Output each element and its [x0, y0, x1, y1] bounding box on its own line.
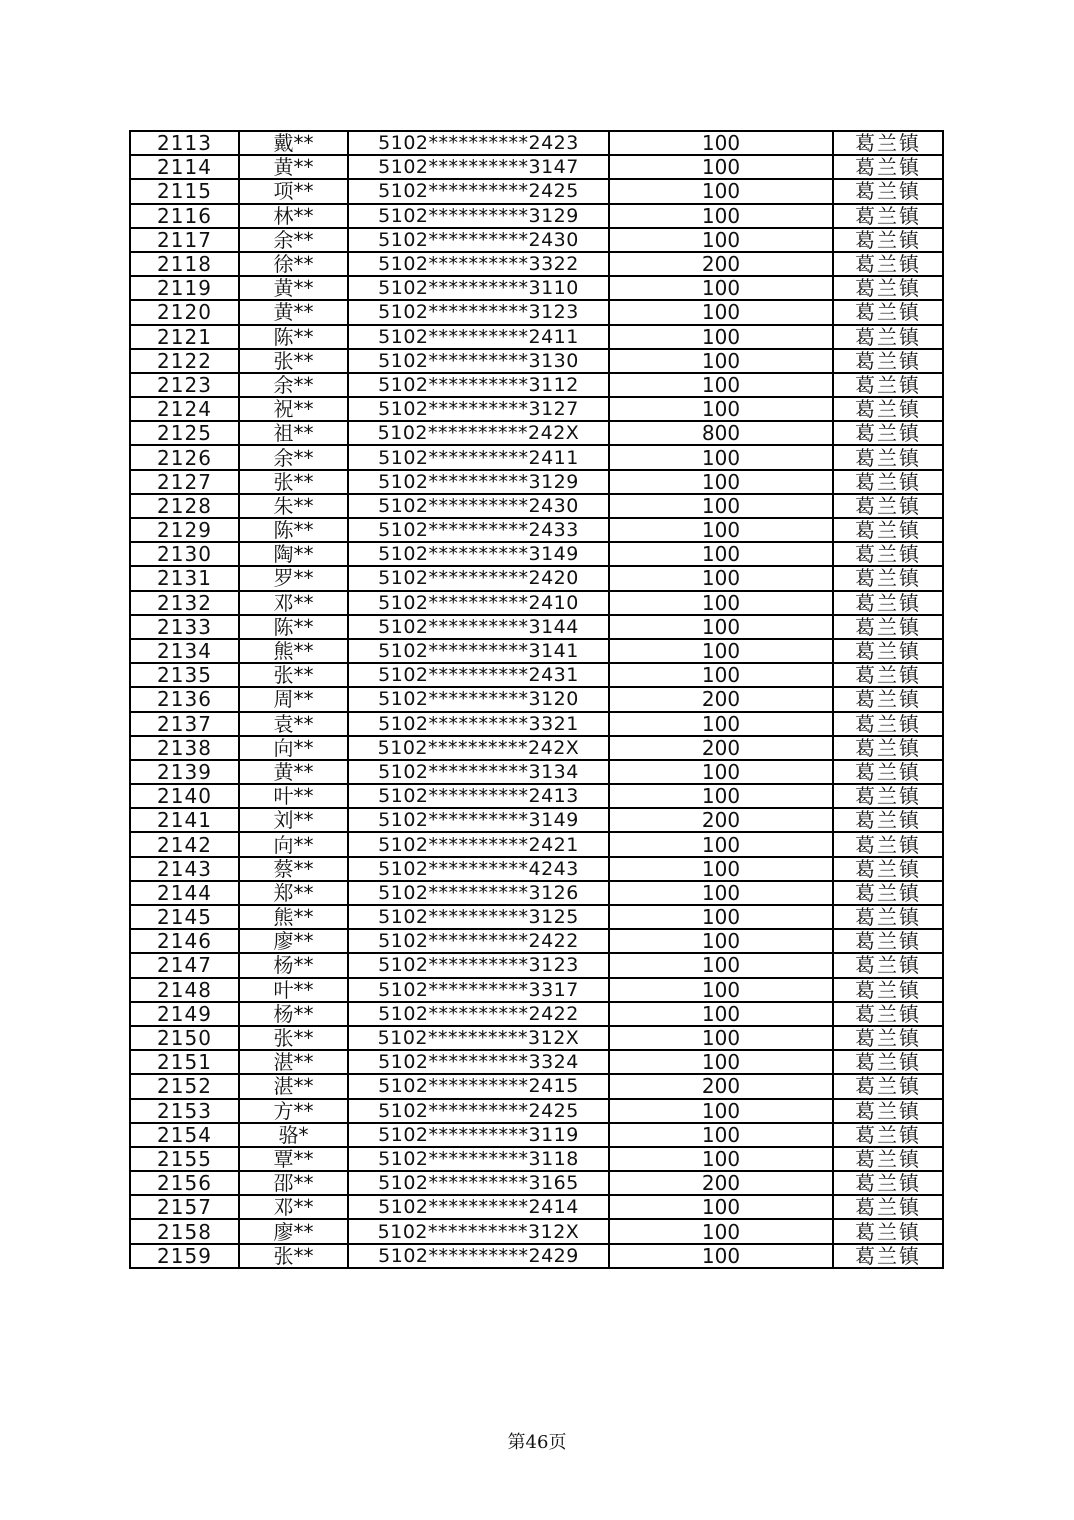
id-number-cell: 5102**********3129: [348, 204, 609, 228]
table-row: [130, 397, 943, 421]
amount-cell: 200: [609, 1171, 833, 1195]
town-cell: 葛兰镇: [833, 978, 943, 1002]
amount-cell: 100: [609, 639, 833, 663]
id-number-cell: 5102**********3129: [348, 470, 609, 494]
amount-cell: 100: [609, 228, 833, 252]
row-number-cell: 2128: [130, 494, 239, 518]
amount-cell: 100: [609, 300, 833, 324]
name-cell: 张**: [239, 1244, 348, 1268]
name-cell: 蔡**: [239, 857, 348, 881]
town-cell: 葛兰镇: [833, 808, 943, 832]
amount-cell: 100: [609, 155, 833, 179]
town-cell: 葛兰镇: [833, 1244, 943, 1268]
row-number-cell: 2139: [130, 760, 239, 784]
name-cell: 袁**: [239, 712, 348, 736]
table-row: [130, 591, 943, 615]
row-number-cell: 2140: [130, 784, 239, 808]
id-number-cell: 5102**********242X: [348, 736, 609, 760]
id-number-cell: 5102**********3324: [348, 1050, 609, 1074]
table-row: [130, 494, 943, 518]
amount-cell: 100: [609, 1195, 833, 1219]
amount-cell: 200: [609, 736, 833, 760]
row-number-cell: 2148: [130, 978, 239, 1002]
id-number-cell: 5102**********2422: [348, 929, 609, 953]
town-cell: 葛兰镇: [833, 881, 943, 905]
id-number-cell: 5102**********3149: [348, 542, 609, 566]
table-row: [130, 1171, 943, 1195]
id-number-cell: 5102**********2414: [348, 1195, 609, 1219]
town-cell: 葛兰镇: [833, 1147, 943, 1171]
amount-cell: 100: [609, 1244, 833, 1268]
table-row: [130, 421, 943, 445]
name-cell: 张**: [239, 470, 348, 494]
town-cell: 葛兰镇: [833, 1050, 943, 1074]
name-cell: 余**: [239, 373, 348, 397]
amount-cell: 100: [609, 397, 833, 421]
name-cell: 郑**: [239, 881, 348, 905]
amount-cell: 200: [609, 687, 833, 711]
town-cell: 葛兰镇: [833, 1171, 943, 1195]
table-row: [130, 325, 943, 349]
amount-cell: 100: [609, 905, 833, 929]
name-cell: 戴**: [239, 131, 348, 155]
town-cell: 葛兰镇: [833, 204, 943, 228]
id-number-cell: 5102**********2429: [348, 1244, 609, 1268]
town-cell: 葛兰镇: [833, 349, 943, 373]
row-number-cell: 2134: [130, 639, 239, 663]
row-number-cell: 2143: [130, 857, 239, 881]
amount-cell: 100: [609, 542, 833, 566]
table-row: [130, 784, 943, 808]
amount-cell: 100: [609, 131, 833, 155]
id-number-cell: 5102**********2431: [348, 663, 609, 687]
table-row: [130, 445, 943, 469]
town-cell: 葛兰镇: [833, 1219, 943, 1243]
table-row: [130, 131, 943, 155]
id-number-cell: 5102**********2433: [348, 518, 609, 542]
town-cell: 葛兰镇: [833, 325, 943, 349]
table-row: [130, 881, 943, 905]
name-cell: 罗**: [239, 566, 348, 590]
town-cell: 葛兰镇: [833, 397, 943, 421]
row-number-cell: 2119: [130, 276, 239, 300]
row-number-cell: 2154: [130, 1123, 239, 1147]
name-cell: 朱**: [239, 494, 348, 518]
table-row: [130, 760, 943, 784]
row-number-cell: 2126: [130, 445, 239, 469]
amount-cell: 100: [609, 881, 833, 905]
id-number-cell: 5102**********2425: [348, 179, 609, 203]
table-row: [130, 832, 943, 856]
amount-cell: 100: [609, 712, 833, 736]
row-number-cell: 2141: [130, 808, 239, 832]
town-cell: 葛兰镇: [833, 1074, 943, 1098]
table-row: [130, 1050, 943, 1074]
name-cell: 廖**: [239, 1219, 348, 1243]
id-number-cell: 5102**********2420: [348, 566, 609, 590]
town-cell: 葛兰镇: [833, 832, 943, 856]
name-cell: 林**: [239, 204, 348, 228]
table-row: [130, 687, 943, 711]
id-number-cell: 5102**********3165: [348, 1171, 609, 1195]
name-cell: 陈**: [239, 325, 348, 349]
name-cell: 向**: [239, 736, 348, 760]
name-cell: 张**: [239, 663, 348, 687]
row-number-cell: 2124: [130, 397, 239, 421]
table-row: [130, 155, 943, 179]
amount-cell: 100: [609, 1026, 833, 1050]
name-cell: 杨**: [239, 1002, 348, 1026]
id-number-cell: 5102**********3119: [348, 1123, 609, 1147]
name-cell: 余**: [239, 445, 348, 469]
town-cell: 葛兰镇: [833, 494, 943, 518]
id-number-cell: 5102**********2422: [348, 1002, 609, 1026]
amount-cell: 100: [609, 373, 833, 397]
name-cell: 湛**: [239, 1050, 348, 1074]
id-number-cell: 5102**********3110: [348, 276, 609, 300]
table-row: [130, 857, 943, 881]
table-row: [130, 905, 943, 929]
name-cell: 祖**: [239, 421, 348, 445]
name-cell: 邓**: [239, 591, 348, 615]
town-cell: 葛兰镇: [833, 1002, 943, 1026]
row-number-cell: 2127: [130, 470, 239, 494]
amount-cell: 100: [609, 591, 833, 615]
row-number-cell: 2117: [130, 228, 239, 252]
row-number-cell: 2118: [130, 252, 239, 276]
name-cell: 叶**: [239, 784, 348, 808]
table-row: [130, 615, 943, 639]
name-cell: 熊**: [239, 639, 348, 663]
table-row: [130, 349, 943, 373]
town-cell: 葛兰镇: [833, 760, 943, 784]
table-row: [130, 300, 943, 324]
row-number-cell: 2130: [130, 542, 239, 566]
row-number-cell: 2142: [130, 832, 239, 856]
table-row: [130, 204, 943, 228]
name-cell: 覃**: [239, 1147, 348, 1171]
row-number-cell: 2132: [130, 591, 239, 615]
table-row: [130, 1219, 943, 1243]
amount-cell: 100: [609, 1099, 833, 1123]
amount-cell: 100: [609, 857, 833, 881]
table-row: [130, 1074, 943, 1098]
town-cell: 葛兰镇: [833, 1099, 943, 1123]
amount-cell: 100: [609, 929, 833, 953]
row-number-cell: 2135: [130, 663, 239, 687]
table-body: [130, 131, 943, 1268]
name-cell: 祝**: [239, 397, 348, 421]
id-number-cell: 5102**********312X: [348, 1219, 609, 1243]
table-row: [130, 566, 943, 590]
town-cell: 葛兰镇: [833, 300, 943, 324]
amount-cell: 100: [609, 1123, 833, 1147]
id-number-cell: 5102**********242X: [348, 421, 609, 445]
name-cell: 方**: [239, 1099, 348, 1123]
amount-cell: 100: [609, 1219, 833, 1243]
table-row: [130, 978, 943, 1002]
table-row: [130, 639, 943, 663]
id-number-cell: 5102**********3126: [348, 881, 609, 905]
id-number-cell: 5102**********312X: [348, 1026, 609, 1050]
row-number-cell: 2116: [130, 204, 239, 228]
id-number-cell: 5102**********3134: [348, 760, 609, 784]
id-number-cell: 5102**********2421: [348, 832, 609, 856]
amount-cell: 100: [609, 325, 833, 349]
row-number-cell: 2150: [130, 1026, 239, 1050]
amount-cell: 100: [609, 518, 833, 542]
town-cell: 葛兰镇: [833, 252, 943, 276]
town-cell: 葛兰镇: [833, 445, 943, 469]
name-cell: 邵**: [239, 1171, 348, 1195]
amount-cell: 100: [609, 978, 833, 1002]
name-cell: 黄**: [239, 760, 348, 784]
row-number-cell: 2133: [130, 615, 239, 639]
table-row: [130, 1123, 943, 1147]
table-row: [130, 1244, 943, 1268]
table-row: [130, 1002, 943, 1026]
town-cell: 葛兰镇: [833, 591, 943, 615]
town-cell: 葛兰镇: [833, 566, 943, 590]
town-cell: 葛兰镇: [833, 373, 943, 397]
amount-cell: 200: [609, 1074, 833, 1098]
id-number-cell: 5102**********2413: [348, 784, 609, 808]
amount-cell: 200: [609, 808, 833, 832]
row-number-cell: 2147: [130, 953, 239, 977]
town-cell: 葛兰镇: [833, 276, 943, 300]
row-number-cell: 2159: [130, 1244, 239, 1268]
page-number: 第46页: [507, 1432, 567, 1453]
town-cell: 葛兰镇: [833, 905, 943, 929]
id-number-cell: 5102**********2425: [348, 1099, 609, 1123]
town-cell: 葛兰镇: [833, 687, 943, 711]
town-cell: 葛兰镇: [833, 663, 943, 687]
name-cell: 周**: [239, 687, 348, 711]
row-number-cell: 2114: [130, 155, 239, 179]
town-cell: 葛兰镇: [833, 857, 943, 881]
id-number-cell: 5102**********2430: [348, 228, 609, 252]
amount-cell: 100: [609, 445, 833, 469]
table-row: [130, 1026, 943, 1050]
name-cell: 徐**: [239, 252, 348, 276]
id-number-cell: 5102**********3321: [348, 712, 609, 736]
row-number-cell: 2113: [130, 131, 239, 155]
amount-cell: 100: [609, 1147, 833, 1171]
row-number-cell: 2138: [130, 736, 239, 760]
table-row: [130, 1099, 943, 1123]
row-number-cell: 2123: [130, 373, 239, 397]
id-number-cell: 5102**********3127: [348, 397, 609, 421]
amount-cell: 100: [609, 566, 833, 590]
table-row: [130, 712, 943, 736]
id-number-cell: 5102**********3322: [348, 252, 609, 276]
id-number-cell: 5102**********2411: [348, 445, 609, 469]
id-number-cell: 5102**********3147: [348, 155, 609, 179]
id-number-cell: 5102**********3123: [348, 953, 609, 977]
town-cell: 葛兰镇: [833, 518, 943, 542]
name-cell: 向**: [239, 832, 348, 856]
row-number-cell: 2155: [130, 1147, 239, 1171]
town-cell: 葛兰镇: [833, 615, 943, 639]
name-cell: 骆*: [239, 1123, 348, 1147]
row-number-cell: 2151: [130, 1050, 239, 1074]
id-number-cell: 5102**********2411: [348, 325, 609, 349]
id-number-cell: 5102**********3118: [348, 1147, 609, 1171]
table-row: [130, 1195, 943, 1219]
row-number-cell: 2145: [130, 905, 239, 929]
town-cell: 葛兰镇: [833, 784, 943, 808]
amount-cell: 100: [609, 1050, 833, 1074]
name-cell: 黄**: [239, 276, 348, 300]
id-number-cell: 5102**********3144: [348, 615, 609, 639]
name-cell: 陈**: [239, 615, 348, 639]
town-cell: 葛兰镇: [833, 179, 943, 203]
row-number-cell: 2144: [130, 881, 239, 905]
id-number-cell: 5102**********2423: [348, 131, 609, 155]
amount-cell: 100: [609, 179, 833, 203]
town-cell: 葛兰镇: [833, 736, 943, 760]
id-number-cell: 5102**********2415: [348, 1074, 609, 1098]
table-row: [130, 663, 943, 687]
row-number-cell: 2158: [130, 1219, 239, 1243]
name-cell: 黄**: [239, 300, 348, 324]
row-number-cell: 2129: [130, 518, 239, 542]
town-cell: 葛兰镇: [833, 639, 943, 663]
amount-cell: 100: [609, 663, 833, 687]
row-number-cell: 2120: [130, 300, 239, 324]
amount-cell: 100: [609, 494, 833, 518]
row-number-cell: 2122: [130, 349, 239, 373]
name-cell: 陈**: [239, 518, 348, 542]
table-row: [130, 518, 943, 542]
id-number-cell: 5102**********3120: [348, 687, 609, 711]
name-cell: 余**: [239, 228, 348, 252]
name-cell: 邓**: [239, 1195, 348, 1219]
name-cell: 廖**: [239, 929, 348, 953]
amount-cell: 100: [609, 276, 833, 300]
amount-cell: 100: [609, 832, 833, 856]
town-cell: 葛兰镇: [833, 953, 943, 977]
amount-cell: 100: [609, 349, 833, 373]
amount-cell: 800: [609, 421, 833, 445]
row-number-cell: 2149: [130, 1002, 239, 1026]
id-number-cell: 5102**********3112: [348, 373, 609, 397]
name-cell: 叶**: [239, 978, 348, 1002]
row-number-cell: 2156: [130, 1171, 239, 1195]
table-row: [130, 179, 943, 203]
id-number-cell: 5102**********2410: [348, 591, 609, 615]
row-number-cell: 2153: [130, 1099, 239, 1123]
row-number-cell: 2152: [130, 1074, 239, 1098]
town-cell: 葛兰镇: [833, 1026, 943, 1050]
town-cell: 葛兰镇: [833, 155, 943, 179]
id-number-cell: 5102**********3317: [348, 978, 609, 1002]
table-row: [130, 373, 943, 397]
name-cell: 陶**: [239, 542, 348, 566]
table-row: [130, 276, 943, 300]
amount-cell: 100: [609, 953, 833, 977]
row-number-cell: 2121: [130, 325, 239, 349]
table-row: [130, 252, 943, 276]
table-row: [130, 470, 943, 494]
town-cell: 葛兰镇: [833, 1123, 943, 1147]
town-cell: 葛兰镇: [833, 712, 943, 736]
table-row: [130, 542, 943, 566]
town-cell: 葛兰镇: [833, 542, 943, 566]
amount-cell: 100: [609, 470, 833, 494]
amount-cell: 100: [609, 204, 833, 228]
name-cell: 熊**: [239, 905, 348, 929]
name-cell: 张**: [239, 349, 348, 373]
town-cell: 葛兰镇: [833, 228, 943, 252]
id-number-cell: 5102**********3123: [348, 300, 609, 324]
town-cell: 葛兰镇: [833, 470, 943, 494]
amount-cell: 100: [609, 615, 833, 639]
table-row: [130, 808, 943, 832]
town-cell: 葛兰镇: [833, 131, 943, 155]
amount-cell: 100: [609, 1002, 833, 1026]
amount-cell: 100: [609, 784, 833, 808]
table-row: [130, 1147, 943, 1171]
row-number-cell: 2137: [130, 712, 239, 736]
id-number-cell: 5102**********4243: [348, 857, 609, 881]
name-cell: 湛**: [239, 1074, 348, 1098]
id-number-cell: 5102**********2430: [348, 494, 609, 518]
table-row: [130, 736, 943, 760]
town-cell: 葛兰镇: [833, 1195, 943, 1219]
id-number-cell: 5102**********3149: [348, 808, 609, 832]
table-row: [130, 929, 943, 953]
table-row: [130, 953, 943, 977]
name-cell: 刘**: [239, 808, 348, 832]
name-cell: 项**: [239, 179, 348, 203]
row-number-cell: 2131: [130, 566, 239, 590]
amount-cell: 200: [609, 252, 833, 276]
row-number-cell: 2136: [130, 687, 239, 711]
subsidy-table: [129, 130, 944, 1269]
name-cell: 杨**: [239, 953, 348, 977]
row-number-cell: 2125: [130, 421, 239, 445]
name-cell: 张**: [239, 1026, 348, 1050]
id-number-cell: 5102**********3141: [348, 639, 609, 663]
table-row: [130, 228, 943, 252]
row-number-cell: 2115: [130, 179, 239, 203]
row-number-cell: 2146: [130, 929, 239, 953]
id-number-cell: 5102**********3125: [348, 905, 609, 929]
row-number-cell: 2157: [130, 1195, 239, 1219]
name-cell: 黄**: [239, 155, 348, 179]
town-cell: 葛兰镇: [833, 929, 943, 953]
town-cell: 葛兰镇: [833, 421, 943, 445]
id-number-cell: 5102**********3130: [348, 349, 609, 373]
amount-cell: 100: [609, 760, 833, 784]
